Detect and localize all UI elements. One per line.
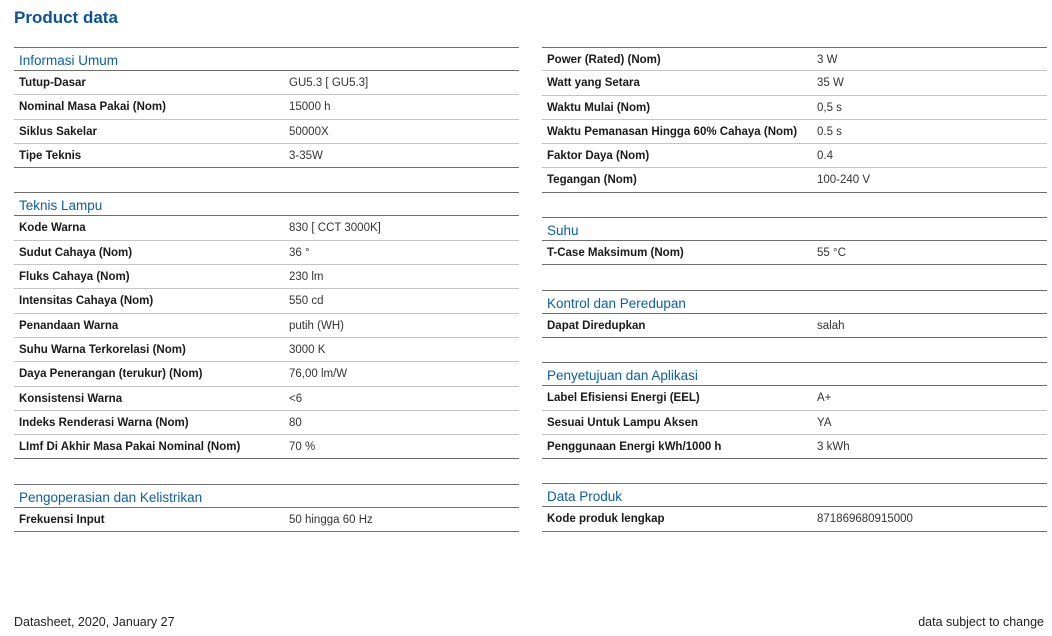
spec-value: 3-35W [289,149,323,162]
section-gap [14,168,519,192]
spec-row [14,411,519,435]
spec-value: 55 °C [817,247,846,260]
section-title-data-produk: Data Produk [542,483,1047,507]
spec-value: 36 ° [289,246,310,259]
spec-label: Suhu Warna Terkorelasi (Nom) [19,343,186,356]
section-title-pengoperasian-dan-kelistrikan: Pengoperasian dan Kelistrikan [14,484,519,508]
spec-label: Tegangan (Nom) [547,174,637,187]
spec-row [14,338,519,362]
spec-label: Faktor Daya (Nom) [547,150,650,163]
spec-label: LImf Di Akhir Masa Pakai Nominal (Nom) [19,441,241,454]
spec-label: Tutup-Dasar [19,77,86,89]
spec-label: Nominal Masa Pakai (Nom) [19,101,166,114]
spec-row [542,71,1047,95]
spec-value: salah [817,319,845,332]
spec-value: 80 [289,416,302,429]
spec-row [542,411,1047,435]
spec-row [14,435,519,459]
spec-row [14,95,519,119]
spec-row [14,241,519,265]
spec-row [14,144,519,168]
section-gap [542,338,1047,362]
spec-label: Kode Warna [19,222,86,235]
spec-value: 871869680915000 [817,513,913,526]
spec-value: 830 [ CCT 3000K] [289,222,381,235]
spec-value: 35 W [817,77,844,90]
section-title-suhu: Suhu [542,217,1047,241]
spec-row [542,241,1047,265]
spec-label: Watt yang Setara [547,77,640,90]
spec-row [542,47,1047,71]
section-title-kontrol-dan-peredupan: Kontrol dan Peredupan [542,290,1047,314]
spec-value: YA [817,416,832,429]
spec-value: 3 W [817,54,838,66]
spec-value: 230 lm [289,271,324,284]
spec-value: GU5.3 [ GU5.3] [289,77,369,89]
spec-label: Intensitas Cahaya (Nom) [19,295,154,308]
spec-label: Penggunaan Energi kWh/1000 h [547,440,722,453]
spec-label: Konsistensi Warna [19,392,123,405]
spec-row [14,265,519,289]
spec-label: Frekuensi Input [19,513,105,526]
spec-value: 3 kWh [817,440,850,453]
spec-value: 550 cd [289,295,324,308]
section-title-penyetujuan-dan-aplikasi: Penyetujuan dan Aplikasi [542,362,1047,386]
spec-row [542,507,1047,531]
spec-row [14,289,519,313]
section-gap [14,459,519,483]
spec-row [14,387,519,411]
spec-label: Fluks Cahaya (Nom) [19,271,130,284]
spec-row [14,120,519,144]
spec-row [542,96,1047,120]
page-title: Product data [14,8,118,27]
spec-label: Daya Penerangan (terukur) (Nom) [19,368,203,381]
spec-row [14,216,519,240]
spec-value: 0.5 s [817,125,842,138]
spec-label: Sudut Cahaya (Nom) [19,246,133,259]
spec-value: 70 % [289,441,316,454]
section-title-informasi-umum: Informasi Umum [14,47,519,71]
spec-label: Waktu Pemanasan Hingga 60% Cahaya (Nom) [547,125,798,138]
spec-row [14,71,519,95]
spec-label: Siklus Sakelar [19,125,97,138]
section-gap [542,459,1047,483]
right-column [542,47,1047,532]
spec-label: Indeks Renderasi Warna (Nom) [19,416,189,429]
spec-value: 0.4 [817,150,833,163]
section-title-teknis-lampu: Teknis Lampu [14,192,519,216]
section-gap [542,193,1047,217]
footer-date: Datasheet, 2020, January 27 [14,615,175,629]
spec-row [542,314,1047,338]
section-gap [542,265,1047,289]
left-column [14,47,519,532]
spec-row [542,386,1047,410]
spec-row [14,314,519,338]
spec-value: A+ [817,392,832,405]
spec-label: Label Efisiensi Energi (EEL) [547,392,700,405]
spec-label: Kode produk lengkap [547,513,665,526]
spec-value: putih (WH) [289,319,344,332]
spec-value: 3000 K [289,343,326,356]
spec-label: Sesuai Untuk Lampu Aksen [547,416,699,429]
spec-value: 50000X [289,125,329,138]
footer-disclaimer: data subject to change [918,615,1044,629]
spec-row [542,168,1047,192]
spec-label: T-Case Maksimum (Nom) [547,247,684,260]
spec-label: Tipe Teknis [19,149,82,162]
spec-row [542,120,1047,144]
spec-value: 50 hingga 60 Hz [289,513,373,526]
spec-row [14,508,519,532]
spec-label: Power (Rated) (Nom) [547,54,661,66]
spec-row [14,362,519,386]
spec-value: 0,5 s [817,101,842,114]
spec-value: 76,00 lm/W [289,368,348,381]
spec-label: Penandaan Warna [19,319,119,332]
spec-row [542,144,1047,168]
spec-value: 100-240 V [817,174,871,187]
spec-label: Dapat Diredupkan [547,319,646,332]
spec-label: Waktu Mulai (Nom) [547,101,651,114]
spec-row [542,435,1047,459]
spec-value: <6 [289,392,303,405]
spec-value: 15000 h [289,101,331,114]
